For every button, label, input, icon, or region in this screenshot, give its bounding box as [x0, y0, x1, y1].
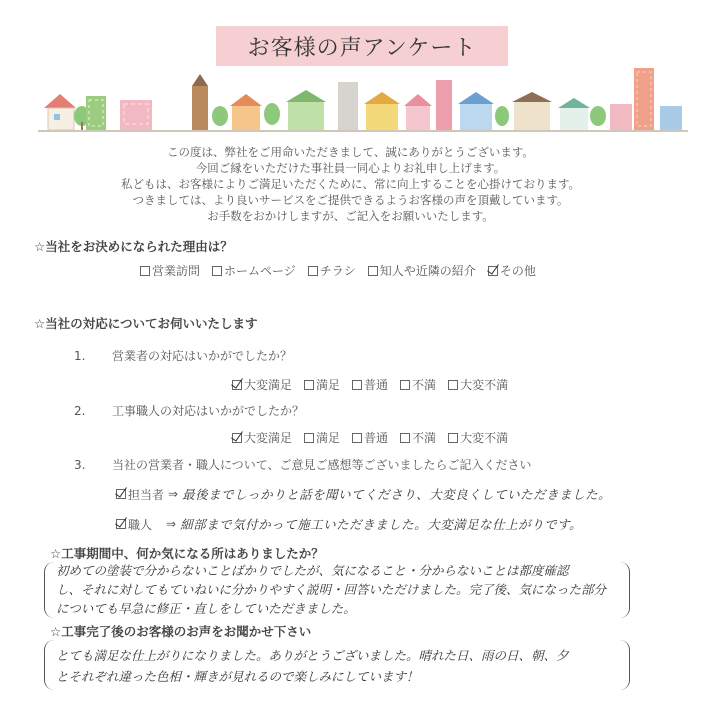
checkbox[interactable] — [400, 433, 410, 443]
option-label: 知人や近隣の紹介 — [379, 264, 476, 278]
rating-2-very-satisfied[interactable] — [232, 429, 292, 446]
question-text: 当社の営業者・職人について、ご意見ご感想等ございましたらご記入ください — [112, 458, 532, 472]
house-blue — [460, 104, 492, 130]
answer-line: 初めての塗装で分からないことばかりでしたが、気になること・分からないことは都度確認 — [56, 563, 569, 578]
tree-3 — [264, 103, 280, 125]
reason-option-homepage[interactable] — [212, 262, 296, 279]
option-label: 満足 — [316, 378, 341, 392]
option-label: 大変不満 — [460, 378, 509, 392]
house-left — [48, 108, 74, 130]
tower-brown — [192, 86, 208, 130]
option-label: 不満 — [412, 378, 437, 392]
after-heading: ☆工事完了後のお客様のお声をお聞かせ下さい — [50, 624, 312, 639]
house-blue-roof — [458, 92, 494, 104]
house-left-roof — [44, 94, 76, 108]
reason-option-flyer[interactable] — [308, 262, 356, 279]
question-number: 2. — [74, 404, 86, 418]
intro-line: この度は、弊社をご用命いただきまして、誠にありがとうございます。 — [167, 145, 534, 159]
reason-option-referral[interactable] — [368, 262, 476, 279]
question-3 — [74, 456, 532, 473]
answer-line: についても早急に修正・直しをしていただきました。 — [56, 601, 356, 616]
reason-heading: ☆当社をお決めになられた理由は？ — [34, 239, 233, 254]
option-label: 不満 — [412, 431, 437, 445]
house-yellow-roof — [364, 92, 400, 104]
feedback-staff-row — [116, 485, 611, 503]
rating-2-normal[interactable] — [352, 429, 388, 446]
question-1 — [74, 347, 292, 364]
house-pink-roof — [404, 94, 432, 106]
feedback-worker-label-text: 職人 — [128, 517, 153, 532]
rating-2-satisfied[interactable] — [304, 429, 340, 446]
option-label: 普通 — [364, 378, 389, 392]
arrow-icon: ⇒ — [166, 517, 177, 531]
checkbox[interactable] — [140, 266, 150, 276]
question-2 — [74, 402, 304, 419]
tower-roof — [192, 74, 208, 86]
building-tall-gray — [338, 82, 358, 130]
rating-2-very-dissatisfied[interactable] — [448, 429, 508, 446]
rating-1-normal[interactable] — [352, 376, 388, 393]
tree-1-trunk — [81, 122, 83, 130]
tower-pink — [436, 80, 452, 130]
house-orange-roof — [230, 94, 262, 106]
checkbox-checked[interactable] — [488, 266, 498, 276]
answer-line: し、それに対してもていねいに分かりやすく説明・回答いただけました。完了後、気になった部分 — [56, 582, 607, 597]
checkbox-checked[interactable] — [232, 433, 242, 443]
house-yellow — [366, 104, 398, 130]
shop-roof — [512, 92, 552, 102]
house-pink — [406, 106, 430, 130]
checkbox[interactable] — [304, 433, 314, 443]
checkbox[interactable] — [212, 266, 222, 276]
checkbox-checked[interactable] — [232, 380, 242, 390]
checkbox[interactable] — [400, 380, 410, 390]
option-label: ホームページ — [224, 264, 296, 278]
option-label: 大変不満 — [460, 431, 509, 445]
option-label: 大変満足 — [244, 431, 293, 445]
rating-2-options — [232, 429, 520, 446]
checkbox[interactable] — [352, 433, 362, 443]
house-orange — [232, 106, 260, 130]
answer-line: とそれぞれ違った色相・輝きが見れるので楽しみにしています！ — [56, 669, 419, 684]
house-green-roof — [286, 90, 326, 102]
question-number: 1. — [74, 349, 86, 363]
checkbox[interactable] — [352, 380, 362, 390]
rating-1-very-satisfied[interactable] — [232, 376, 292, 393]
question-number: 3. — [74, 458, 86, 472]
rating-1-satisfied[interactable] — [304, 376, 340, 393]
feedback-worker-row — [116, 515, 582, 533]
house-left-window — [54, 114, 60, 120]
intro-line: つきましては、より良いサービスをご提供できるようお客様の声を頂戴しています。 — [132, 193, 569, 207]
ground-line — [38, 130, 688, 132]
after-answer — [56, 645, 569, 687]
response-heading: ☆当社の対応についてお伺いいたします — [34, 316, 258, 331]
answer-line: とても満足な仕上がりになりました。ありがとうございました。晴れた日、雨の日、朝、夕 — [56, 648, 569, 663]
checkbox[interactable] — [308, 266, 318, 276]
checkbox[interactable] — [448, 380, 458, 390]
feedback-staff-label — [116, 486, 164, 503]
intro-line: 今回ご縁をいただけた事社員一同心よりお礼申し上げます。 — [195, 161, 506, 175]
house-teal — [560, 108, 588, 130]
page-title — [216, 26, 508, 66]
rating-1-very-dissatisfied[interactable] — [448, 376, 508, 393]
checkbox-checked[interactable] — [116, 489, 126, 499]
tree-2 — [212, 106, 228, 126]
question-text: 営業者の対応はいかがでしたか？ — [112, 349, 293, 363]
reason-option-other[interactable] — [488, 262, 536, 279]
checkbox[interactable] — [448, 433, 458, 443]
question-text: 工事職人の対応はいかがでしたか？ — [112, 404, 305, 418]
reason-options — [140, 262, 548, 279]
period-answer — [56, 561, 606, 618]
tree-4 — [495, 106, 509, 126]
checkbox[interactable] — [368, 266, 378, 276]
option-label: その他 — [499, 264, 536, 278]
option-label: 営業訪問 — [152, 264, 201, 278]
feedback-worker-text[interactable]: 細部まで気付かって施工いただきました。大変満足な仕上がりです。 — [180, 517, 583, 532]
building-small-blue — [660, 106, 682, 130]
checkbox-checked[interactable] — [116, 519, 126, 529]
rating-1-options — [232, 376, 520, 393]
feedback-staff-label-text: 担当者 — [128, 487, 165, 502]
option-label: 大変満足 — [244, 378, 293, 392]
intro-message — [0, 144, 701, 224]
option-label: 普通 — [364, 431, 389, 445]
option-label: 満足 — [316, 431, 341, 445]
intro-line: お手数をおかけしますが、ご記入をお願いいたします。 — [207, 209, 494, 223]
rating-2-dissatisfied[interactable] — [400, 429, 436, 446]
arrow-icon: ⇒ — [168, 487, 179, 501]
shop — [514, 102, 550, 130]
house-green — [288, 102, 324, 130]
building-small-pink — [610, 104, 632, 130]
checkbox[interactable] — [304, 380, 314, 390]
option-label: チラシ — [319, 264, 356, 278]
feedback-worker-label — [116, 516, 152, 533]
rating-1-dissatisfied[interactable] — [400, 376, 436, 393]
townscape-illustration — [38, 62, 688, 136]
page-title-text: お客様の声アンケート — [247, 35, 477, 61]
house-teal-roof — [558, 98, 590, 108]
feedback-staff-text[interactable]: 最後までしっかりと話を聞いてくださり、大変良くしていただきました。 — [182, 487, 612, 502]
intro-line: 私どもは、お客様によりご満足いただくために、常に向上することを心掛けております。 — [120, 177, 581, 191]
reason-option-sales-visit[interactable] — [140, 262, 200, 279]
tree-5 — [590, 106, 606, 126]
period-heading: ☆工事期間中、何か気になる所はありましたか？ — [50, 546, 324, 561]
